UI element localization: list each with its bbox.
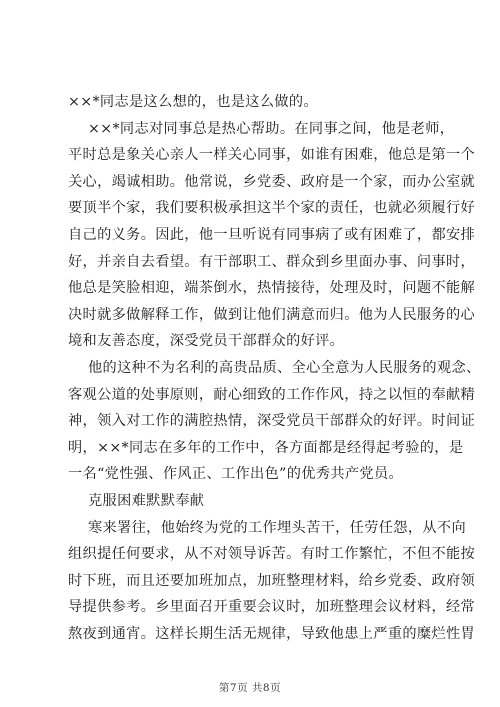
text-line: 组织提任何要求，从不对领导诉苦。有时工作繁忙，不但不能按 — [68, 546, 476, 563]
text-line: 决时就多做解释工作，做到让他们满意而归。他为人民服务的心 — [68, 306, 476, 323]
text-line: 好，并亲自去看望。有干部职工、群众到乡里面办事、问事时， — [68, 253, 476, 270]
text-line: 平时总是象关心亲人一样关心同事，如谁有困难，他总是第一个 — [68, 147, 476, 164]
text-line: 要顶半个家，我们要积极承担这半个家的责任，也就必须履行好 — [68, 200, 476, 217]
text-line: ××*同志是这么想的，也是这么做的。 — [68, 94, 318, 110]
page-footer: 第7页 共8页 — [218, 682, 282, 694]
paragraph — [68, 355, 481, 488]
text-line: 导提供参考。乡里面召开重要会议时，加班整理会议材料，经常 — [68, 599, 476, 616]
text-line: 他的这种不为名利的高贵品质、全心全意为人民服务的观念、 — [88, 359, 481, 376]
text-line: 客观公道的处事原则，耐心细致的工作作风，持之以恒的奉献精 — [68, 386, 476, 403]
section-heading — [68, 488, 440, 515]
text-line: 神，领入对工作的满腔热情，深受党员干部群众的好评。时间证 — [68, 413, 476, 430]
heading-text: 克服困难默默奉献 — [88, 492, 205, 509]
text-line: 境和友善态度，深受党员干部群众的好评。 — [68, 333, 345, 350]
paragraph — [68, 116, 476, 355]
text-line: 寒来署往，他始终为党的工作埋头苦干，任劳任怨，从不向 — [88, 519, 466, 536]
text-line: 他总是笑脸相迎，端茶倒水，热情接待，处理及时，问题不能解 — [68, 280, 476, 297]
document-body — [68, 89, 481, 647]
text-line: 明，××*同志在多年的工作中，各方面都是经得起考验的，是 — [68, 439, 464, 456]
text-line: 一名“党性强、作风正、工作出色”的优秀共产党员。 — [68, 466, 404, 483]
paragraph — [68, 515, 476, 648]
text-line: ××*同志对同事总是热心帮助。在同事之间，他是老师， — [88, 120, 455, 137]
text-line: 自己的义务。因此，他一旦听说有同事病了或有困难了，都安排 — [68, 226, 476, 243]
text-line: 时下班，而且还要加班加点，加班整理材料，给乡党委、政府领 — [68, 572, 476, 589]
paragraph — [68, 89, 440, 116]
text-line: 关心，竭诚相助。他常说，乡党委、政府是一个家，而办公室就 — [68, 173, 476, 190]
text-line: 熬夜到通宵。这样长期生活无规律，导致他患上严重的糜烂性胃 — [68, 625, 476, 642]
